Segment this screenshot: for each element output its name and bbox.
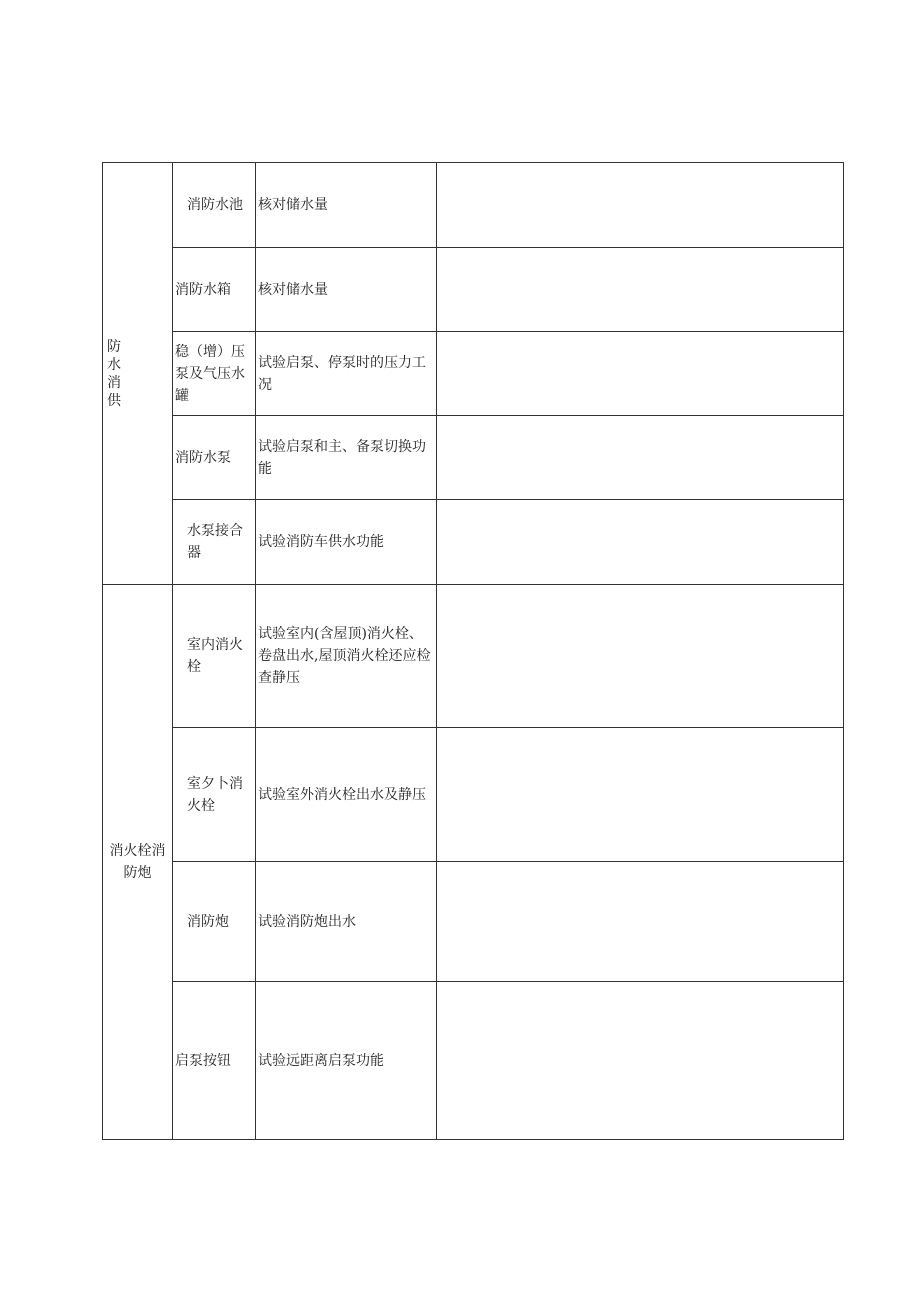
table-row — [103, 982, 844, 1140]
table-row — [103, 332, 844, 416]
item-cell: 室内消火栓 — [173, 585, 256, 728]
item-cell: 启泵按钮 — [173, 982, 256, 1140]
category-label: 消火栓消防炮 — [109, 843, 166, 881]
item-cell: 消防炮 — [173, 862, 256, 982]
table-row — [103, 416, 844, 500]
content-cell: 核对储水量 — [256, 248, 437, 332]
record-cell[interactable] — [437, 728, 844, 862]
table-row — [103, 163, 844, 248]
item-cell: 消防水池 — [173, 163, 256, 248]
record-cell[interactable] — [437, 500, 844, 585]
content-cell: 试验远距离启泵功能 — [256, 982, 437, 1140]
table-row — [103, 728, 844, 862]
category-cell — [103, 163, 173, 585]
category-cell — [103, 585, 173, 1140]
record-cell[interactable] — [437, 163, 844, 248]
item-cell: 消防水箱 — [173, 248, 256, 332]
record-cell[interactable] — [437, 416, 844, 500]
record-cell[interactable] — [437, 982, 844, 1140]
content-cell: 试验消防炮出水 — [256, 862, 437, 982]
table-row — [103, 585, 844, 728]
content-cell: 试验室外消火栓出水及静压 — [256, 728, 437, 862]
table-row — [103, 500, 844, 585]
table-row — [103, 862, 844, 982]
category-label: 防水消供 — [107, 338, 121, 409]
content-cell: 试验室内(含屋顶)消火栓、卷盘出水,屋顶消火栓还应检查静压 — [256, 585, 437, 728]
record-cell[interactable] — [437, 332, 844, 416]
item-cell: 稳（增）压泵及气压水罐 — [173, 332, 256, 416]
table-row — [103, 248, 844, 332]
content-cell: 试验启泵、停泵时的压力工况 — [256, 332, 437, 416]
content-cell: 试验消防车供水功能 — [256, 500, 437, 585]
item-cell: 室夕卜消火栓 — [173, 728, 256, 862]
content-cell: 核对储水量 — [256, 163, 437, 248]
content-cell: 试验启泵和主、备泵切换功能 — [256, 416, 437, 500]
record-cell[interactable] — [437, 248, 844, 332]
record-cell[interactable] — [437, 585, 844, 728]
item-cell: 消防水泵 — [173, 416, 256, 500]
record-cell[interactable] — [437, 862, 844, 982]
item-cell: 水泵接合器 — [173, 500, 256, 585]
inspection-table — [102, 162, 844, 1140]
